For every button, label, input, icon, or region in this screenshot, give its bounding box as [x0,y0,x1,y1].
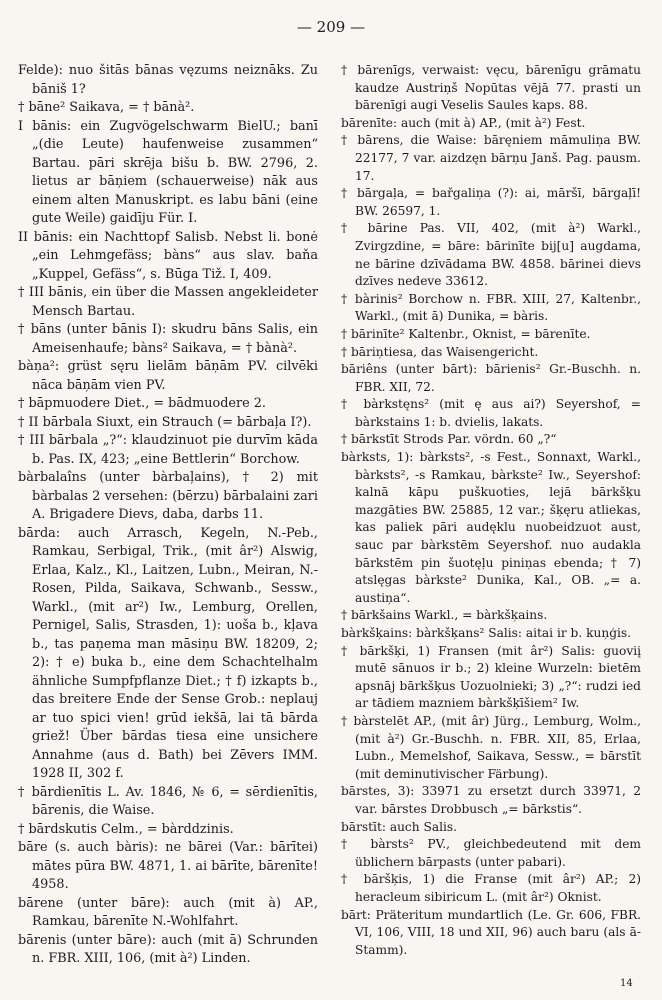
dictionary-entry: bārenis (unter bāre): auch (mit ā) Schrunden n. FBR. XIII, 106, (mit à²) Linden. [18,932,318,966]
dictionary-entry: II bānis: ein Nachttopf Salisb. Nebst li. bonė „ein Lehmgefäss; bàns“ aus slav. baňa „Kuppel, Gefäss“, s. Būga Tiž. I, 409. [18,229,318,282]
dictionary-entry: bàrksts, 1): bàrksts², -s Fest., Sonnaxt, Warkl., bàrksts², -s Ramkau, bàrkste² Iw., Seyershof: kalnā kāpu puškuoties, lejā bārkšķu mazgāties BW. 25885, 12 var.; šķęru atliekas, kas paliek pāri audęklu nuobeidzuot aust, sauc par bàrkstēm Seyershof. nuo audakla bārkstēm pin šuotęļu piniņas ebenda; † 7) atslęgas bàrkste² Dunika, Kal., OB. „= a. austiņa“. [341,450,641,605]
dictionary-entry: bàrkšķains: bàrkšķans² Salis: aitai ir b. kuņģis. [341,626,632,640]
dictionary-entry: † bàrkstęns² (mit ę aus ai?) Seyershof, = bàrkstains 1: b. dvielis, lakats. [341,397,641,429]
dictionary-entry: † bāne² Saikava, = † bānà². [18,100,195,115]
left-column [18,62,318,969]
dictionary-entry: † bārine Pas. VII, 402, (mit à²) Warkl., Zvirgzdine, = bāre: bārinīte bij[u] augdama, ne bārine dzīvādama BW. 4858. bārinei dievs dzīves nedeve 33612. [341,221,641,289]
dictionary-entry: † bārkšķi, 1) Fransen (mit âr²) Salis: guoviį mutē sānuos ir b.; 2) kleine Wurzeln: bietēm apsnāj bārkšķus Uozuolnieki; 3) „?“: rudzi ied ar tādiem mazniem bàrkšķīšiem² Iw. [341,643,641,711]
dictionary-entry: bārstīt: auch Salis. [341,819,458,834]
dictionary-entry: † bàrsts² PV., gleichbedeutend mit dem üblichern bārpasts (unter pabari). [341,837,641,869]
footer-signature-mark: 14 [620,978,633,989]
dictionary-entry: † bārenīgs, verwaist: vęcu, bārenīgu grāmatu kaudze Austriņš Nopūtas vējā 77. prasti un bārenīgi augi Veselis Saules kaps. 88. [341,63,641,113]
dictionary-entry: † II bārbala Siuxt, ein Strauch (= bārbaļa I?). [18,414,312,430]
dictionary-entry: † bàrstelēt AP., (mit âr) Jürg., Lemburg, Wolm., (mit à²) Gr.-Buschh. n. FBR. XII, 85, Erlaa, Lubn., Memelshof, Saikava, Sessw., = bārstīt (mit deminutivischer Färbung). [341,713,641,781]
dictionary-entry: bàņa²: grüst sęru lielām bāņām PV. cilvēki nāca bāņām vien PV. [18,359,318,393]
dictionary-entry: bārene (unter bāre): auch (mit à) AP., Ramkau, bārenīte N.-Wohlfahrt. [18,895,318,929]
right-column [341,62,641,959]
dictionary-entry: † bārinīte² Kaltenbr., Oknist, = bārenīte. [341,326,591,341]
dictionary-entry: bārda: auch Arrasch, Kegeln, N.-Peb., Ramkau, Serbigal, Trik., (mit âr²) Alswig, Erlaa, Kalz., Kl., Laitzen, Lubn., Meiran, N.-Rosen, Pilda, Saikava, Schwanb., Sessw., Warkl., (mit ar²) Iw., Lemburg, Orellen, Pernigel, Salis, Strasden, 1): uoša b., kļava b., tas paņema man māsiņu BW. 18209, 2; 2): † e) buka b., eine dem Schachtelhalm ähnliche Sumpfpflanze Diet.; † f) izkapts b., das breitere Ende der Sense Grob.: neplauj ar tuo spici vien! grūd iekšā, lai tā bārda griež! Über bārdas tiesa eine unsichere Annahme (aus d. Bath) bei Zēvers IMM. 1928 II, 302 f. [18,525,318,781]
dictionary-entry: † bāriņtiesa, das Waisengericht. [341,344,539,359]
dictionary-entry: bārenīte: auch (mit à) AP., (mit à²) Fest. [341,115,586,130]
dictionary-entry: † III bārbala „?“: klaudzinuot pie durvīm kāda b. Pas. IX, 423; „eine Bettlerin“ Borchow. [18,433,318,467]
page-number: — 209 — [296,18,366,36]
dictionary-entry: † bārdskutis Celm., = bàrddzinis. [18,821,234,837]
dictionary-entry: bārt: Präteritum mundartlich (Le. Gr. 606, FBR. VI, 106, VIII, 18 und XII, 96) auch baru (als ā-Stamm). [341,907,641,957]
dictionary-entry: Felde): nuo šitās bānas vęzums neiznāks. Zu bāniš 1? [18,63,318,97]
dictionary-entry: † bāns (unter bānis I): skudru bāns Salis, ein Ameisenhaufe; bàns² Saikava, = † bànà². [18,322,318,356]
dictionary-entry: bàrbalaîns (unter bàrbaļains), † 2) mit bàrbalas 2 versehen: (bērzu) bārbalaini zari A. Brigadere Dievs, daba, darbs 11. [18,470,318,522]
dictionary-entry: bārstes, 3): 33971 zu ersetzt durch 33971, 2 var. bārstes Drobbusch „= bārkstis“. [341,784,641,816]
dictionary-entry: † III bānis, ein über die Massen angekleideter Mensch Bartau. [18,285,318,319]
dictionary-entry: † bàrinis² Borchow n. FBR. XIII, 27, Kaltenbr., Warkl., (mit ā) Dunika, = bàris. [341,291,641,324]
dictionary-entry: † bāršķis, 1) die Franse (mit âr²) AP.; 2) heracleum sibiricum L. (mit âr²) Oknist. [341,872,641,904]
dictionary-entry: † bārgaļa, = bařgaliņa (?): ai, māršī, bārgaļī! BW. 26597, 1. [341,186,641,218]
dictionary-entry: † bārkstīt Strods Par. vördn. 60 „?“ [341,432,557,447]
dictionary-entry: bāre (s. auch bàris): ne bārei (Var.: bārītei) mātes pūra BW. 4871, 1. ai bārīte, bārenīte! 4958. [18,840,318,892]
dictionary-entry: bāriêns (unter bārt): bārienis² Gr.-Buschh. n. FBR. XII, 72. [341,362,641,394]
dictionary-entry: † bārens, die Waise: bāręniem māmuliņa BW. 22177, 7 var. aizdzęn bārņu Janš. Pag. pausm. 17. [341,133,641,183]
dictionary-entry: † bārdienītis L. Av. 1846, № 6, = sērdienītis, bārenis, die Waise. [18,784,318,818]
dictionary-entry: † bāpmuodere Diet., = bādmuodere 2. [18,396,266,411]
dictionary-entry: I bānis: ein Zugvögelschwarm BielU.; banī „(die Leute) haufenweise zusammen“ Bartau. pāri skrēja bišu b. BW. 2796, 2. lietus ar bāņiem (schauerweise) nāk aus einem alten Manuskript. es labu bāni (eine gute Weile) gaidīju Für. I. [18,118,318,226]
dictionary-entry: † bārkšains Warkl., = bàrkšķains. [341,608,548,623]
